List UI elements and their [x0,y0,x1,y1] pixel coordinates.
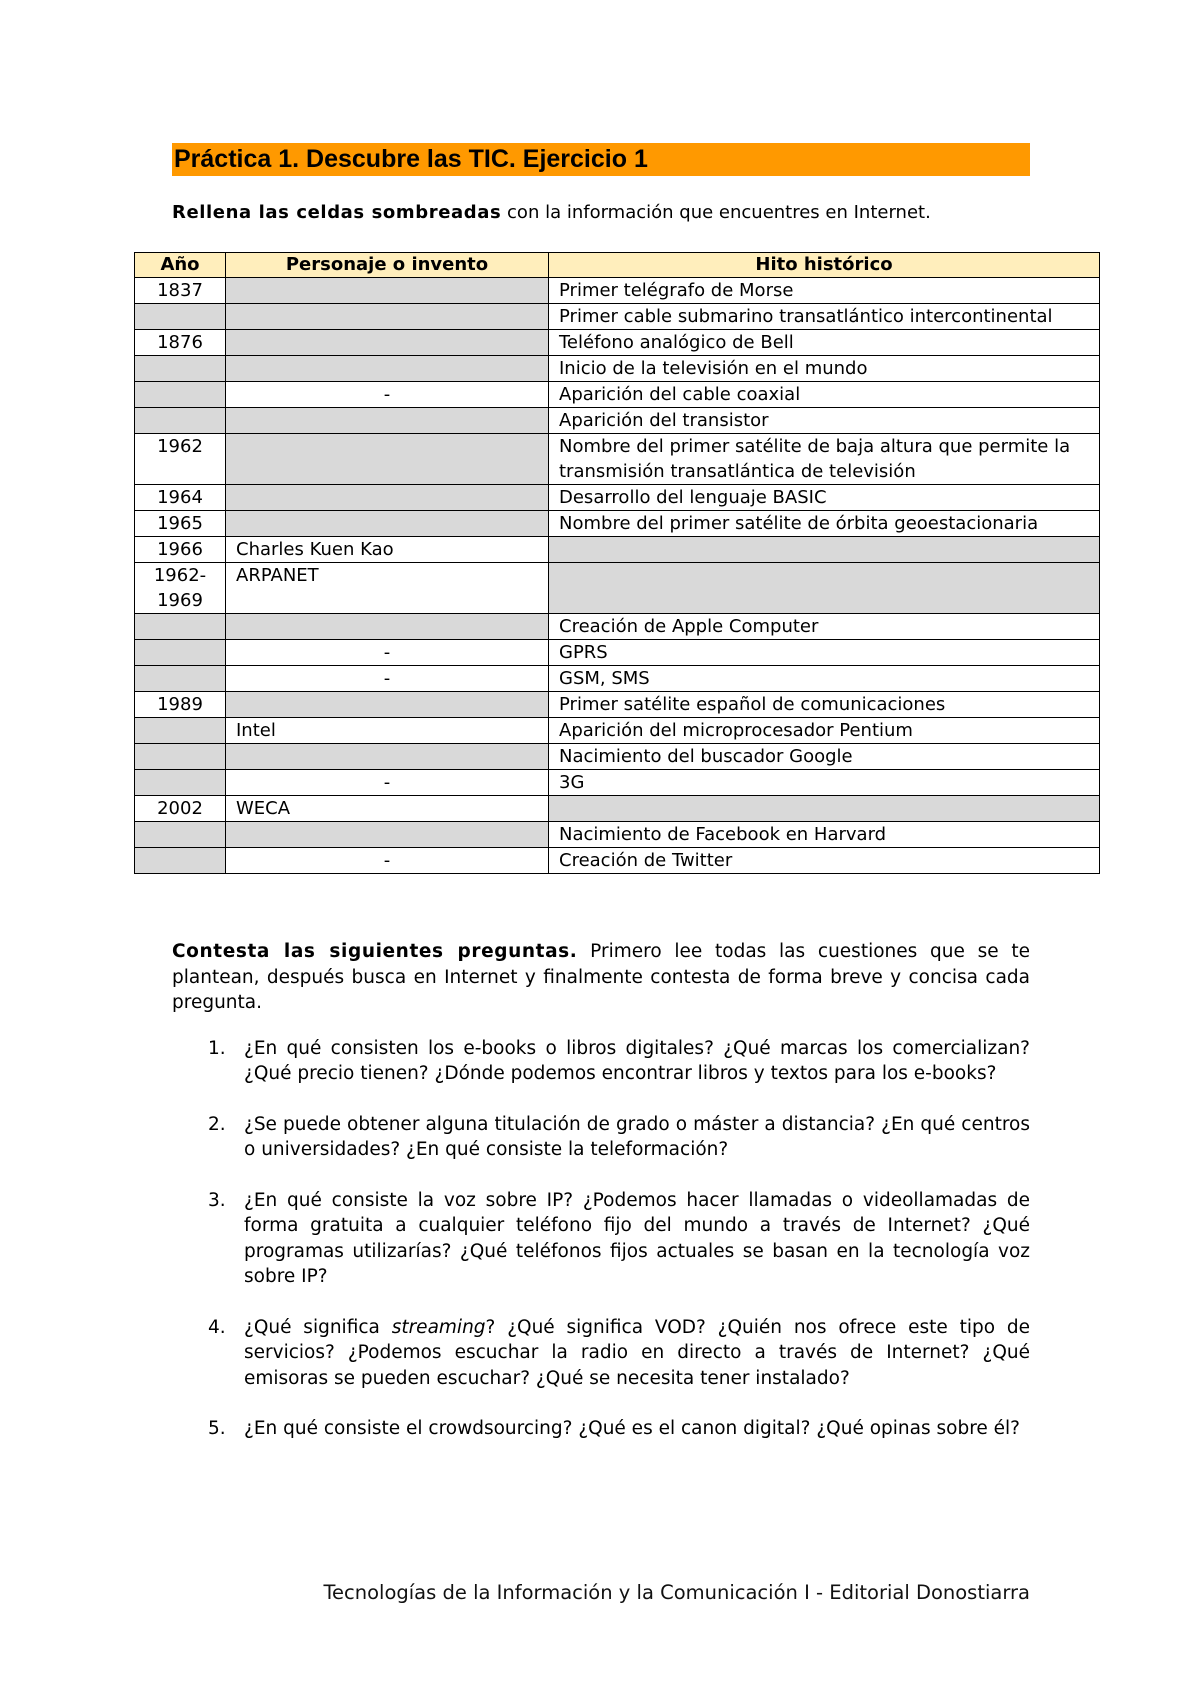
cell-event: GSM, SMS [549,666,1100,692]
cell-person: - [226,666,549,692]
table-row [135,408,1100,434]
cell-person: - [226,848,549,874]
table-row [135,822,1100,848]
cell-year [135,640,226,666]
cell-event: Desarrollo del lenguaje BASIC [549,485,1100,511]
questions-list [172,1036,1030,1442]
table-row [135,485,1100,511]
cell-event [549,537,1100,563]
cell-event: GPRS [549,640,1100,666]
questions-intro [172,939,1030,1016]
cell-event: Inicio de la televisión en el mundo [549,356,1100,382]
cell-event [549,563,1100,614]
cell-year: 1962-1969 [135,563,226,614]
cell-person [226,356,549,382]
table-row [135,537,1100,563]
page-footer: Tecnologías de la Información y la Comunicación I - Editorial Donostiarra [323,1581,1030,1604]
cell-person [226,485,549,511]
cell-year: 1965 [135,511,226,537]
cell-person: ARPANET [226,563,549,614]
cell-event: Primer cable submarino transatlántico intercontinental [549,304,1100,330]
cell-person: Intel [226,718,549,744]
cell-person: WECA [226,796,549,822]
table-row [135,278,1100,304]
table-row [135,382,1100,408]
table-header-row [135,253,1100,278]
cell-event: Aparición del cable coaxial [549,382,1100,408]
cell-event: Aparición del transistor [549,408,1100,434]
cell-person [226,330,549,356]
history-table [134,252,1100,874]
cell-person: - [226,382,549,408]
cell-year [135,848,226,874]
cell-year [135,822,226,848]
questions-section [172,939,1030,1467]
cell-event: Nombre del primer satélite de órbita geoestacionaria [549,511,1100,537]
table-row [135,304,1100,330]
cell-event: Teléfono analógico de Bell [549,330,1100,356]
cell-event: 3G [549,770,1100,796]
cell-person [226,434,549,485]
table-row [135,614,1100,640]
questions-intro-bold: Contesta las siguientes preguntas. [172,941,578,962]
cell-year: 1966 [135,537,226,563]
question-item: 1. ¿En qué consisten los e-books o libros digitales? ¿Qué marcas los comercializan? ¿Qué precio tienen? ¿Dónde podemos encontrar libros y textos para los e-books? [208,1037,1030,1084]
cell-year [135,382,226,408]
cell-year: 2002 [135,796,226,822]
cell-year [135,770,226,796]
question-text: ¿Qué significa streaming? ¿Qué significa VOD? ¿Quién nos ofrece este tipo de servicios? ¿Podemos escuchar la radio en directo a través de Internet? ¿Qué emisoras se pueden escuchar? ¿Qué se necesita tener instalado? [244,1316,1030,1389]
table-row [135,744,1100,770]
cell-person: - [226,640,549,666]
header-person: Personaje o invento [226,253,549,278]
cell-person: - [226,770,549,796]
cell-year: 1964 [135,485,226,511]
cell-person [226,614,549,640]
question-text: ¿En qué consiste la voz sobre IP? ¿Podemos hacer llamadas o videollamadas de forma gratuita a cualquier teléfono fijo del mundo a través de Internet? ¿Qué programas utilizarías? ¿Qué teléfonos fijos actuales se basan en la tecnología voz sobre IP? [244,1189,1030,1287]
header-year: Año [135,253,226,278]
cell-year [135,744,226,770]
cell-year [135,356,226,382]
table-row [135,770,1100,796]
cell-year [135,304,226,330]
cell-event: Nombre del primer satélite de baja altura que permite la transmisión transatlántica de televisión [549,434,1100,485]
table-row [135,718,1100,744]
cell-event: Nacimiento del buscador Google [549,744,1100,770]
cell-year: 1962 [135,434,226,485]
cell-year: 1989 [135,692,226,718]
instruction-rest: con la información que encuentres en Internet. [501,202,931,223]
table-row [135,330,1100,356]
cell-year: 1837 [135,278,226,304]
cell-person [226,692,549,718]
cell-year: 1876 [135,330,226,356]
cell-event: Creación de Apple Computer [549,614,1100,640]
question-text: ¿En qué consiste el crowdsourcing? ¿Qué es el canon digital? ¿Qué opinas sobre él? [244,1418,1020,1439]
cell-person [226,822,549,848]
cell-event: Primer satélite español de comunicaciones [549,692,1100,718]
table-row [135,434,1100,485]
cell-person [226,511,549,537]
table-row [135,511,1100,537]
cell-person: Charles Kuen Kao [226,537,549,563]
table-row [135,640,1100,666]
questions-intro-rest: Primero lee todas las cuestiones que se te plantean, después busca en Internet y finalmente contesta de forma breve y concisa cada pregunta. [172,941,1030,1013]
cell-year [135,718,226,744]
instruction-text [172,201,931,225]
instruction-bold: Rellena las celdas sombreadas [172,202,502,223]
cell-event [549,796,1100,822]
header-event: Hito histórico [549,253,1100,278]
question-item: 4. ¿Qué significa streaming? ¿Qué significa VOD? ¿Quién nos ofrece este tipo de servicios? ¿Podemos escuchar la radio en directo a través de Internet? ¿Qué emisoras se pueden escuchar? ¿Qué se necesita tener instalado? [208,1316,1030,1389]
page-title: Práctica 1. Descubre las TIC. Ejercicio 1 [172,143,1030,176]
table-row [135,692,1100,718]
table-row [135,848,1100,874]
question-item: 2. ¿Se puede obtener alguna titulación de grado o máster a distancia? ¿En qué centros o universidades? ¿En qué consiste la teleformación? [208,1113,1030,1160]
question-text: ¿Se puede obtener alguna titulación de grado o máster a distancia? ¿En qué centros o universidades? ¿En qué consiste la teleformación? [244,1113,1030,1160]
table-row [135,356,1100,382]
cell-event: Aparición del microprocesador Pentium [549,718,1100,744]
question-text: ¿En qué consisten los e-books o libros digitales? ¿Qué marcas los comercializan? ¿Qué precio tienen? ¿Dónde podemos encontrar libros y textos para los e-books? [244,1037,1030,1084]
cell-person [226,278,549,304]
cell-person [226,408,549,434]
table-row [135,666,1100,692]
table-row [135,796,1100,822]
cell-year [135,666,226,692]
cell-person [226,744,549,770]
cell-event: Nacimiento de Facebook en Harvard [549,822,1100,848]
table-row [135,563,1100,614]
question-item: 3. ¿En qué consiste la voz sobre IP? ¿Podemos hacer llamadas o videollamadas de forma gratuita a cualquier teléfono fijo del mundo a través de Internet? ¿Qué programas utilizarías? ¿Qué teléfonos fijos actuales se basan en la tecnología voz sobre IP? [208,1189,1030,1287]
cell-year [135,614,226,640]
question-item: 5. ¿En qué consiste el crowdsourcing? ¿Qué es el canon digital? ¿Qué opinas sobre él? [208,1418,1020,1439]
cell-year [135,408,226,434]
cell-event: Creación de Twitter [549,848,1100,874]
cell-event: Primer telégrafo de Morse [549,278,1100,304]
cell-person [226,304,549,330]
